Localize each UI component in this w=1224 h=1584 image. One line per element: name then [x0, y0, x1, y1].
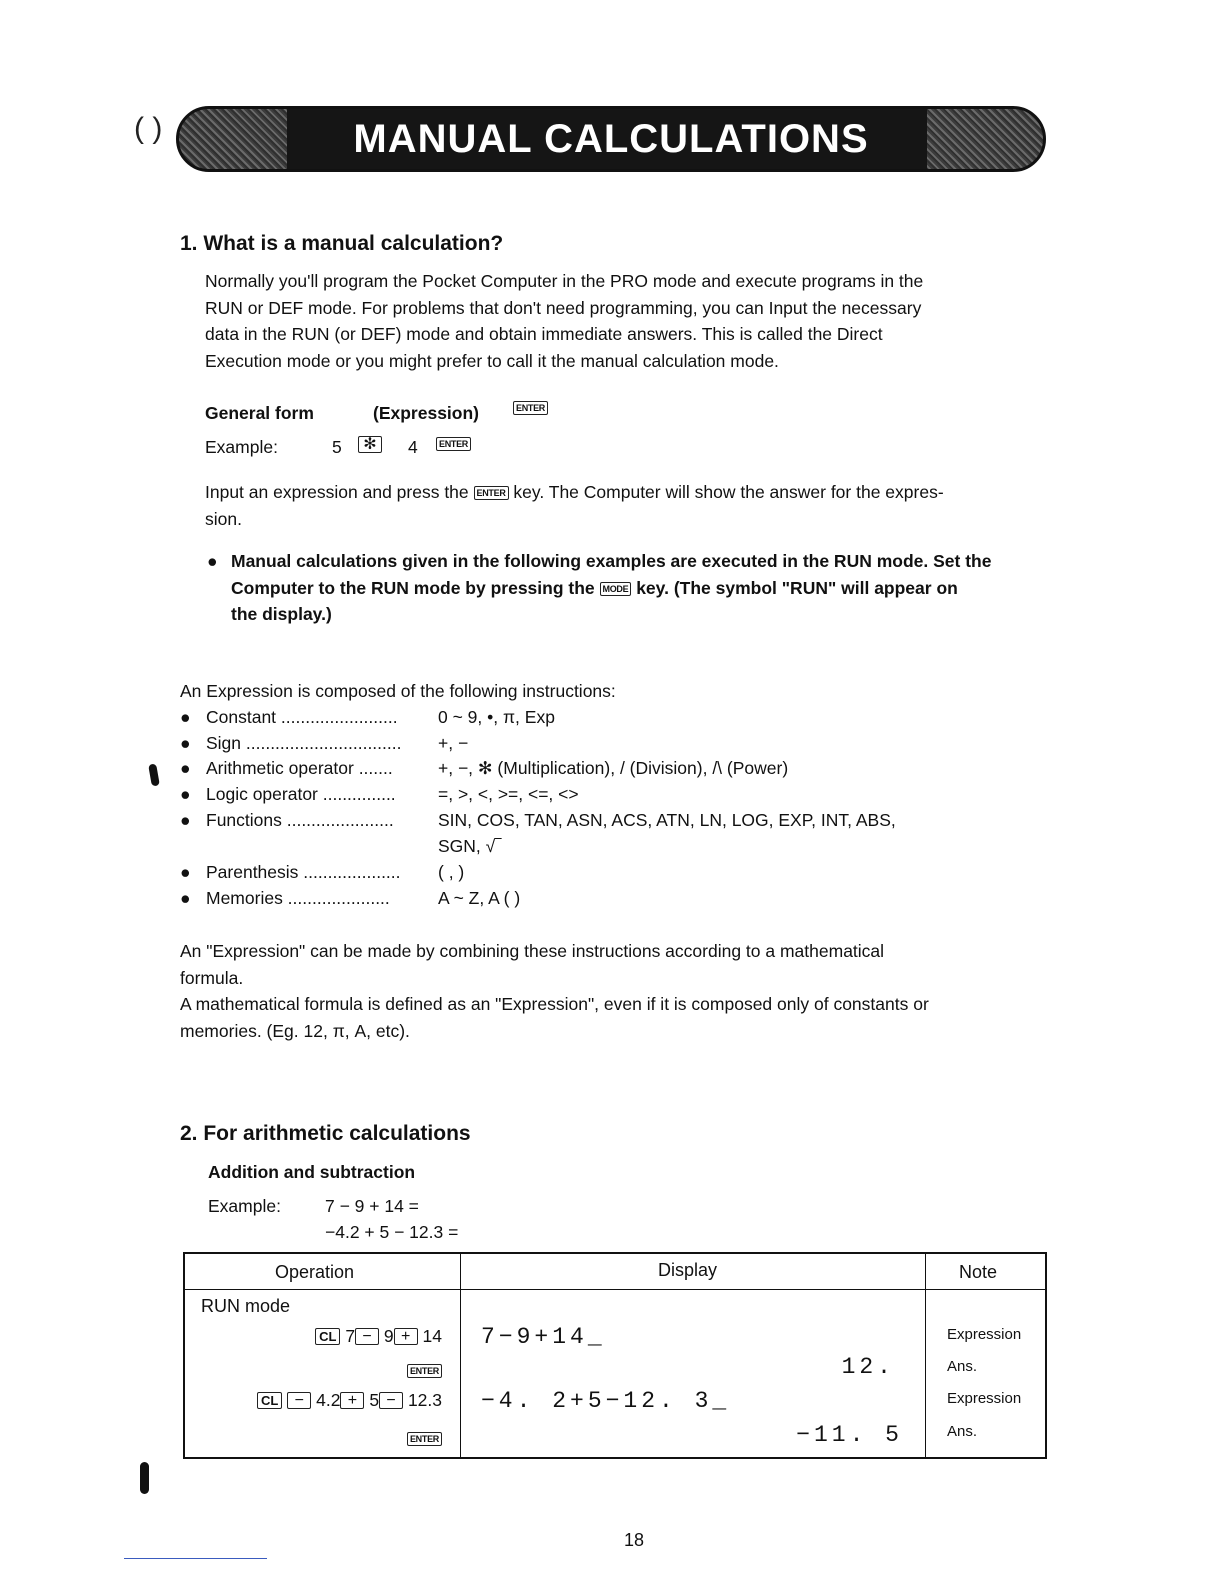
page-title: MANUAL CALCULATIONS — [353, 117, 869, 161]
expression-paragraph — [180, 938, 1050, 1044]
note-value: Expression — [947, 1326, 1022, 1343]
title-banner — [176, 106, 1046, 172]
paragraph-line: data in the RUN (or DEF) mode and obtain immediate answers. This is called the Direct — [205, 324, 883, 344]
enter-key-icon: ENTER — [407, 1428, 442, 1449]
note-line: the display.) — [231, 604, 332, 624]
paragraph-line: Input an expression and press the ENTER key. The Computer will show the answer for the expres- — [205, 482, 944, 502]
margin-mark — [148, 763, 160, 786]
section-2-subheading: Addition and subtraction — [208, 1162, 416, 1182]
operation-keys: CL − 4.2 + 5 − 12.3 — [257, 1390, 442, 1411]
plus-key-icon: + — [394, 1328, 418, 1345]
general-form-value: (Expression) — [373, 403, 479, 423]
paragraph-line: RUN or DEF mode. For problems that don't need programming, you can Input the necessary — [205, 297, 922, 318]
display-value: 7−9+14_ — [481, 1324, 606, 1350]
enter-key-icon: ENTER — [436, 436, 471, 454]
cl-key-icon: CL — [315, 1328, 340, 1345]
run-mode-note — [231, 548, 1061, 628]
multiply-key-icon: ✻ — [358, 436, 382, 455]
column-header-operation: Operation — [275, 1262, 355, 1282]
example-operand-a: 5 — [332, 437, 342, 457]
cl-key-icon: CL — [257, 1392, 282, 1409]
enter-key-icon: ENTER — [513, 400, 548, 418]
section-2-heading: 2. For arithmetic calculations — [180, 1122, 471, 1145]
paragraph-line: formula. — [180, 967, 244, 988]
display-value: −11. 5 — [796, 1422, 903, 1448]
page-number: 18 — [624, 1530, 645, 1550]
example-line: −4.2 + 5 − 12.3 = — [325, 1222, 459, 1242]
paragraph-line: Normally you'll program the Pocket Computer in the PRO mode and execute programs in the — [205, 271, 924, 291]
note-line: Computer to the RUN mode by pressing the MODE key. (The symbol "RUN" will appear on — [231, 577, 958, 598]
example-label: Example: — [208, 1196, 281, 1216]
paragraph-line: A mathematical formula is defined as an "Expression", even if it is composed only of constants or — [180, 994, 929, 1014]
example-label: Example: — [205, 437, 278, 457]
note-value: Expression — [947, 1390, 1022, 1407]
paragraph-line: sion. — [205, 508, 242, 529]
note-value: Ans. — [947, 1358, 978, 1375]
paragraph-line: memories. (Eg. 12, π, A, etc). — [180, 1020, 410, 1041]
general-form-label: General form — [205, 403, 314, 423]
minus-key-icon: − — [287, 1392, 311, 1409]
operation-keys: CL 7 − 9 + 14 — [315, 1326, 442, 1347]
margin-mark — [140, 1462, 149, 1494]
input-instruction — [205, 479, 1065, 532]
bullet: ● — [207, 551, 218, 571]
example-operand-b: 4 — [408, 437, 418, 457]
column-header-display: Display — [658, 1260, 718, 1280]
note-line: Manual calculations given in the following examples are executed in the RUN mode. Set the — [231, 551, 992, 571]
footer-rule — [124, 1558, 267, 1559]
minus-key-icon: − — [379, 1392, 403, 1409]
note-value: Ans. — [947, 1423, 978, 1440]
section-1-paragraph — [205, 268, 1065, 374]
minus-key-icon: − — [355, 1328, 379, 1345]
mode-label: RUN mode — [201, 1296, 291, 1316]
enter-key-icon: ENTER — [407, 1360, 442, 1381]
plus-key-icon: + — [340, 1392, 364, 1409]
instructions-intro: An Expression is composed of the following instructions: — [180, 681, 616, 701]
margin-mark: ( ) — [134, 112, 163, 145]
column-header-note: Note — [959, 1262, 998, 1282]
mode-key-icon: MODE — [600, 582, 632, 596]
section-1-heading: 1. What is a manual calculation? — [180, 232, 504, 255]
calculation-table — [183, 1252, 1047, 1459]
paragraph-line: An "Expression" can be made by combining these instructions according to a mathematical — [180, 941, 885, 961]
display-value: −4. 2+5−12. 3_ — [481, 1388, 731, 1414]
paragraph-line: Execution mode or you might prefer to call it the manual calculation mode. — [205, 350, 779, 371]
enter-key-icon: ENTER — [474, 486, 509, 500]
example-line: 7 − 9 + 14 = — [325, 1196, 419, 1216]
display-value: 12. — [841, 1354, 895, 1380]
